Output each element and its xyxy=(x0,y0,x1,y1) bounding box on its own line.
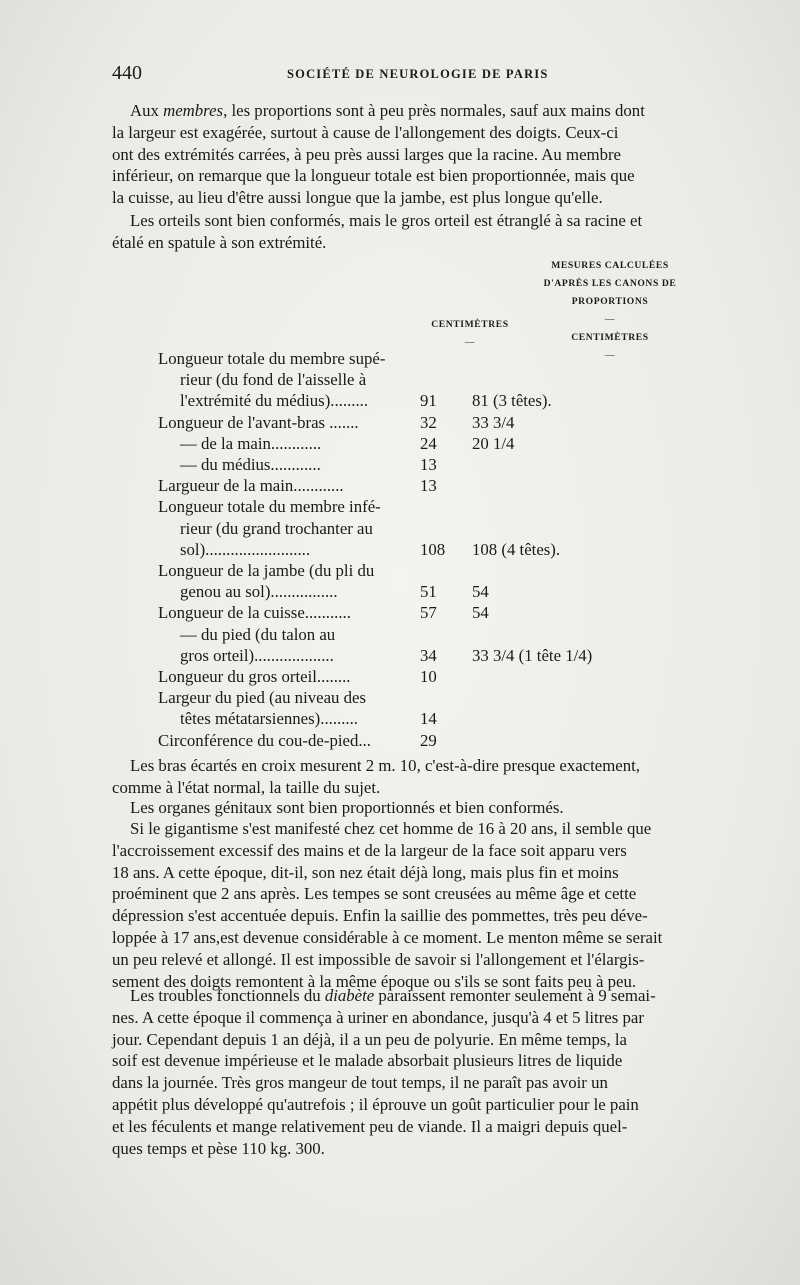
text-line: ques temps et pèse 110 kg. 300. xyxy=(112,1138,325,1158)
text-line: proéminent que 2 ans après. Les tempes se sont creusées au même âge et cette xyxy=(112,884,637,904)
table-row xyxy=(158,666,662,687)
row-label-line: Circonférence du cou-de-pied... xyxy=(158,730,371,750)
calculated-value xyxy=(472,687,662,729)
calculated-value: 20 1/4 xyxy=(472,433,515,453)
row-label-line: gros orteil)................... xyxy=(180,645,334,665)
calculated-value: 33 3/4 xyxy=(472,412,515,432)
measured-value: 13 xyxy=(420,455,437,475)
measured-value: 57 xyxy=(420,603,437,623)
calculated-value xyxy=(472,454,662,475)
row-label-line: Longueur de la cuisse........... xyxy=(158,603,351,623)
header-unit: CENTIMÈTRES xyxy=(571,332,649,343)
row-label-line: Longueur de l'avant-bras ....... xyxy=(158,412,359,432)
row-label-line: têtes métatarsiennes)......... xyxy=(180,709,359,729)
text-line: comme à l'état normal, la taille du sujet. xyxy=(112,777,381,797)
row-label-line: genou au sol)................ xyxy=(180,582,338,602)
text-line: l'accroissement excessif des mains et de la largeur de la face soit apparu vers xyxy=(112,840,627,860)
header-line: PROPORTIONS xyxy=(571,296,649,307)
table-row xyxy=(158,496,662,560)
paragraph-members xyxy=(112,100,724,209)
header-unit: CENTIMÈTRES xyxy=(431,319,509,330)
measured-value: 108 xyxy=(420,539,446,559)
table-row xyxy=(158,687,662,729)
paragraph-diabetes xyxy=(112,985,724,1159)
measured-value: 10 xyxy=(420,667,437,687)
table-row xyxy=(158,560,662,602)
text-line: inférieur, on remarque que la longueur totale est bien proportionnée, mais que xyxy=(112,166,635,186)
calculated-value: 54 xyxy=(472,603,489,623)
calculated-value xyxy=(472,730,662,751)
row-label xyxy=(158,348,420,412)
table-row xyxy=(158,412,662,433)
measured-value: 34 xyxy=(420,645,437,665)
row-label xyxy=(158,475,420,496)
row-label-line: sol)......................... xyxy=(180,539,311,559)
text-line: sement des doigts remontent à la même époque ou s'ils se sont faits peu à peu. xyxy=(112,971,637,991)
table-row xyxy=(158,624,662,666)
header-line: MESURES CALCULÉES xyxy=(551,260,669,271)
row-label xyxy=(158,560,420,602)
row-label-line: Longueur totale du membre infé- xyxy=(158,497,381,517)
row-label xyxy=(158,602,420,623)
row-label xyxy=(158,730,420,751)
row-label-line: Largeur du pied (au niveau des xyxy=(158,688,366,708)
table-row xyxy=(158,475,662,496)
paragraph-genitals xyxy=(112,797,724,819)
measured-value: 32 xyxy=(420,412,437,432)
measured-value: 91 xyxy=(420,391,437,411)
text-line: loppée à 17 ans,est devenue considérable à ce moment. Le menton même se serait xyxy=(112,927,663,947)
row-label-line: — de la main............ xyxy=(180,433,322,453)
calculated-value: 108 (4 têtes). xyxy=(472,539,561,559)
page-header xyxy=(112,62,722,90)
row-label xyxy=(158,687,420,729)
row-label xyxy=(158,666,420,687)
text-line: jour. Cependant depuis 1 an déjà, il a un peu de polyurie. En même temps, la xyxy=(112,1029,627,1049)
row-label-line: l'extrémité du médius)......... xyxy=(180,391,369,411)
text-line: appétit plus développé qu'autrefois ; il éprouve un goût particulier pour le pain xyxy=(112,1094,639,1114)
paragraph-gigantism xyxy=(112,818,724,992)
text-line: Aux membres, les proportions sont à peu près normales, sauf aux mains dont xyxy=(130,101,645,120)
row-label-line: Longueur de la jambe (du pli du xyxy=(158,561,375,581)
calculated-value xyxy=(472,475,662,496)
header-line: D'APRÈS LES CANONS DE xyxy=(543,278,677,289)
calculated-value: 33 3/4 (1 tête 1/4) xyxy=(472,645,593,665)
measured-value: 13 xyxy=(420,476,437,496)
row-label xyxy=(158,624,420,666)
table-row xyxy=(158,454,662,475)
text-line: la largeur est exagérée, surtout à cause de l'allongement des doigts. Ceux-ci xyxy=(112,122,619,142)
header-dash: — xyxy=(604,350,616,361)
row-label-line: rieur (du fond de l'aisselle à xyxy=(180,370,367,390)
row-label-line: — du pied (du talon au xyxy=(180,624,336,644)
running-title: SOCIÉTÉ DE NEUROLOGIE DE PARIS xyxy=(287,67,549,81)
calculated-value: 81 (3 têtes). xyxy=(472,391,552,411)
measured-value: 29 xyxy=(420,730,437,750)
text-line: soif est devenue impérieuse et le malade absorbait plusieurs litres de liquide xyxy=(112,1051,623,1071)
table-row xyxy=(158,730,662,751)
text-line: Les organes génitaux sont bien proportionnés et bien conformés. xyxy=(130,798,564,817)
header-dash: — xyxy=(604,314,616,325)
text-line: Les troubles fonctionnels du diabète paraissent remonter seulement à 9 semai- xyxy=(130,986,656,1005)
measurements-table xyxy=(158,348,662,751)
paragraph-toes xyxy=(112,210,724,254)
measured-value: 14 xyxy=(420,709,437,729)
measured-value: 24 xyxy=(420,433,437,453)
text-line: ont des extrémités carrées, à peu près aussi larges que la racine. Au membre xyxy=(112,144,621,164)
text-line: étalé en spatule à son extrémité. xyxy=(112,232,327,252)
text-line: dépression s'est accentuée depuis. Enfin la saillie des pommettes, très peu déve- xyxy=(112,906,648,926)
table-row xyxy=(158,602,662,623)
text-line: Les bras écartés en croix mesurent 2 m. 10, c'est-à-dire presque exactement, xyxy=(130,756,640,775)
row-label-line: Longueur totale du membre supé- xyxy=(158,349,386,368)
text-line: Si le gigantisme s'est manifesté chez cet homme de 16 à 20 ans, il semble que xyxy=(130,819,652,838)
text-line: nes. A cette époque il commença à uriner en abondance, jusqu'à 4 et 5 litres par xyxy=(112,1007,644,1027)
text-line: dans la journée. Très gros mangeur de tout temps, il ne paraît pas avoir un xyxy=(112,1073,608,1093)
calculated-value xyxy=(472,666,662,687)
row-label-line: Longueur du gros orteil........ xyxy=(158,667,351,687)
row-label-line: rieur (du grand trochanter au xyxy=(180,518,373,538)
row-label xyxy=(158,496,420,560)
paragraph-arm-span xyxy=(112,755,724,799)
measured-value: 51 xyxy=(420,582,437,602)
row-label xyxy=(158,454,420,475)
text-line: et les féculents et mange relativement peu de viande. Il a maigri depuis quel- xyxy=(112,1116,628,1136)
row-label-line: — du médius............ xyxy=(180,455,321,475)
text-line: un peu relevé et allongé. Il est impossible de savoir si l'allongement et l'élargis- xyxy=(112,949,645,969)
text-line: 18 ans. A cette époque, dit-il, son nez était déjà long, mais plus fin et moins xyxy=(112,862,619,882)
table-row xyxy=(158,348,662,412)
calculated-value: 54 xyxy=(472,582,489,602)
table-row xyxy=(158,433,662,454)
text-line: la cuisse, au lieu d'être aussi longue que la jambe, est plus longue qu'elle. xyxy=(112,188,603,208)
text-line: Les orteils sont bien conformés, mais le gros orteil est étranglé à sa racine et xyxy=(130,211,643,230)
row-label-line: Largueur de la main............ xyxy=(158,476,344,496)
row-label xyxy=(158,412,420,433)
row-label xyxy=(158,433,420,454)
column-header-measured xyxy=(420,316,520,352)
header-dash: — xyxy=(464,337,476,348)
page-number: 440 xyxy=(112,62,142,84)
